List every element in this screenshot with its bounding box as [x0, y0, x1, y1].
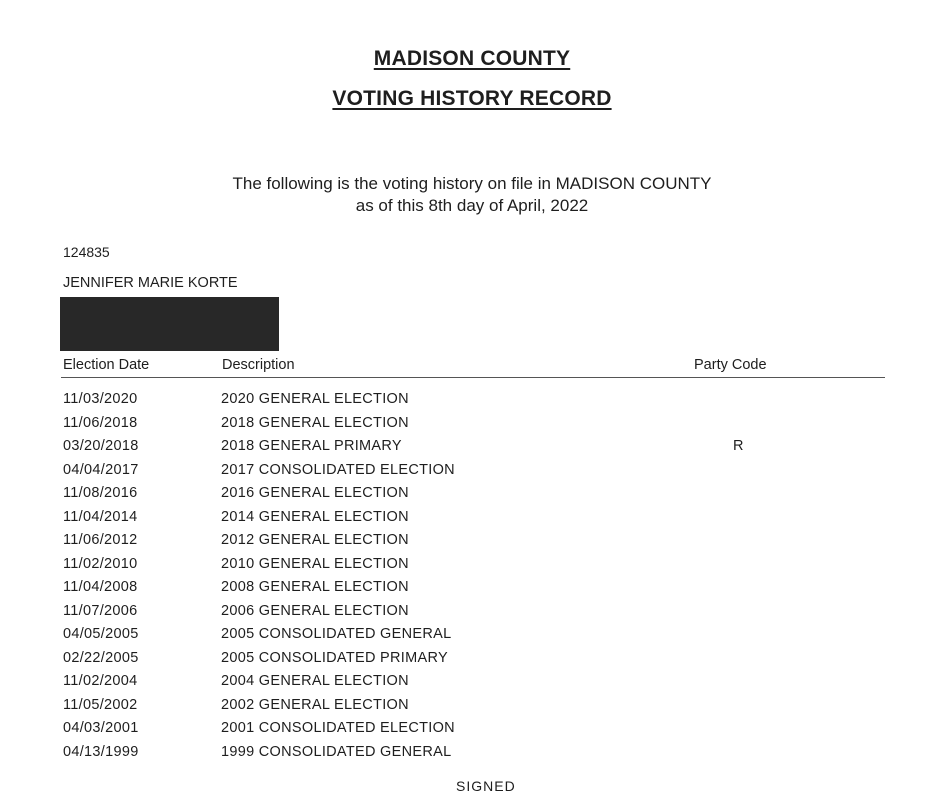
table-row [0, 744, 940, 768]
voter-id: 124835 [63, 244, 110, 260]
election-date-cell: 04/03/2001 [63, 720, 139, 736]
intro-statement [0, 173, 940, 217]
table-row [0, 650, 940, 674]
table-row [0, 603, 940, 627]
table-row [0, 415, 940, 439]
description-cell: 2005 CONSOLIDATED GENERAL [221, 626, 452, 642]
table-row [0, 673, 940, 697]
table-row [0, 509, 940, 533]
description-cell: 2008 GENERAL ELECTION [221, 579, 409, 595]
record-title: VOTING HISTORY RECORD [332, 87, 612, 110]
table-row [0, 579, 940, 603]
description-cell: 2010 GENERAL ELECTION [221, 555, 409, 572]
column-header-election-date: Election Date [63, 357, 150, 373]
election-date-cell: 11/06/2012 [63, 532, 138, 548]
election-date-cell: 11/02/2004 [63, 673, 138, 689]
table-row [0, 438, 940, 462]
description-cell: 2018 GENERAL PRIMARY [221, 438, 402, 454]
description-cell: 2016 GENERAL ELECTION [221, 485, 409, 501]
signed-label: SIGNED [456, 778, 516, 794]
description-cell: 2006 GENERAL ELECTION [221, 602, 409, 619]
column-header-description: Description [222, 357, 295, 373]
election-date-cell: 04/13/1999 [63, 743, 139, 760]
election-date-cell: 04/04/2017 [63, 461, 139, 478]
election-date-cell: 11/04/2008 [63, 579, 138, 595]
column-header-party-code: Party Code [694, 357, 767, 373]
election-date-cell: 11/04/2014 [63, 508, 138, 525]
party-code-cell: R [733, 438, 744, 454]
table-row [0, 462, 940, 486]
table-row [0, 532, 940, 556]
election-date-cell: 04/05/2005 [63, 626, 139, 642]
county-title: MADISON COUNTY [373, 47, 571, 70]
description-cell: 2005 CONSOLIDATED PRIMARY [221, 649, 448, 666]
description-cell: 2017 CONSOLIDATED ELECTION [221, 461, 455, 478]
table-row [0, 626, 940, 650]
table-row [0, 720, 940, 744]
table-row [0, 485, 940, 509]
table-row [0, 391, 940, 415]
redacted-address-block [60, 297, 279, 351]
election-date-cell: 11/08/2016 [63, 485, 138, 501]
election-date-cell: 11/03/2020 [63, 391, 138, 407]
table-row [0, 697, 940, 721]
description-cell: 2020 GENERAL ELECTION [221, 391, 409, 407]
table-row [0, 556, 940, 580]
voter-name: JENNIFER MARIE KORTE [63, 275, 238, 291]
description-cell: 1999 CONSOLIDATED GENERAL [221, 743, 452, 760]
description-cell: 2004 GENERAL ELECTION [221, 673, 409, 689]
election-date-cell: 11/06/2018 [63, 414, 138, 431]
header-divider [61, 377, 885, 378]
voting-history-table [0, 391, 940, 767]
election-date-cell: 11/07/2006 [63, 602, 138, 619]
description-cell: 2001 CONSOLIDATED ELECTION [221, 720, 455, 736]
description-cell: 2018 GENERAL ELECTION [221, 414, 409, 431]
description-cell: 2014 GENERAL ELECTION [221, 508, 409, 525]
election-date-cell: 02/22/2005 [63, 649, 139, 666]
election-date-cell: 03/20/2018 [63, 438, 139, 454]
intro-line-2: as of this 8th day of April, 2022 [355, 196, 589, 215]
election-date-cell: 11/02/2010 [63, 555, 138, 572]
description-cell: 2012 GENERAL ELECTION [221, 532, 409, 548]
intro-line-1: The following is the voting history on file in MADISON COUNTY [232, 174, 712, 193]
election-date-cell: 11/05/2002 [63, 696, 138, 713]
description-cell: 2002 GENERAL ELECTION [221, 696, 409, 713]
